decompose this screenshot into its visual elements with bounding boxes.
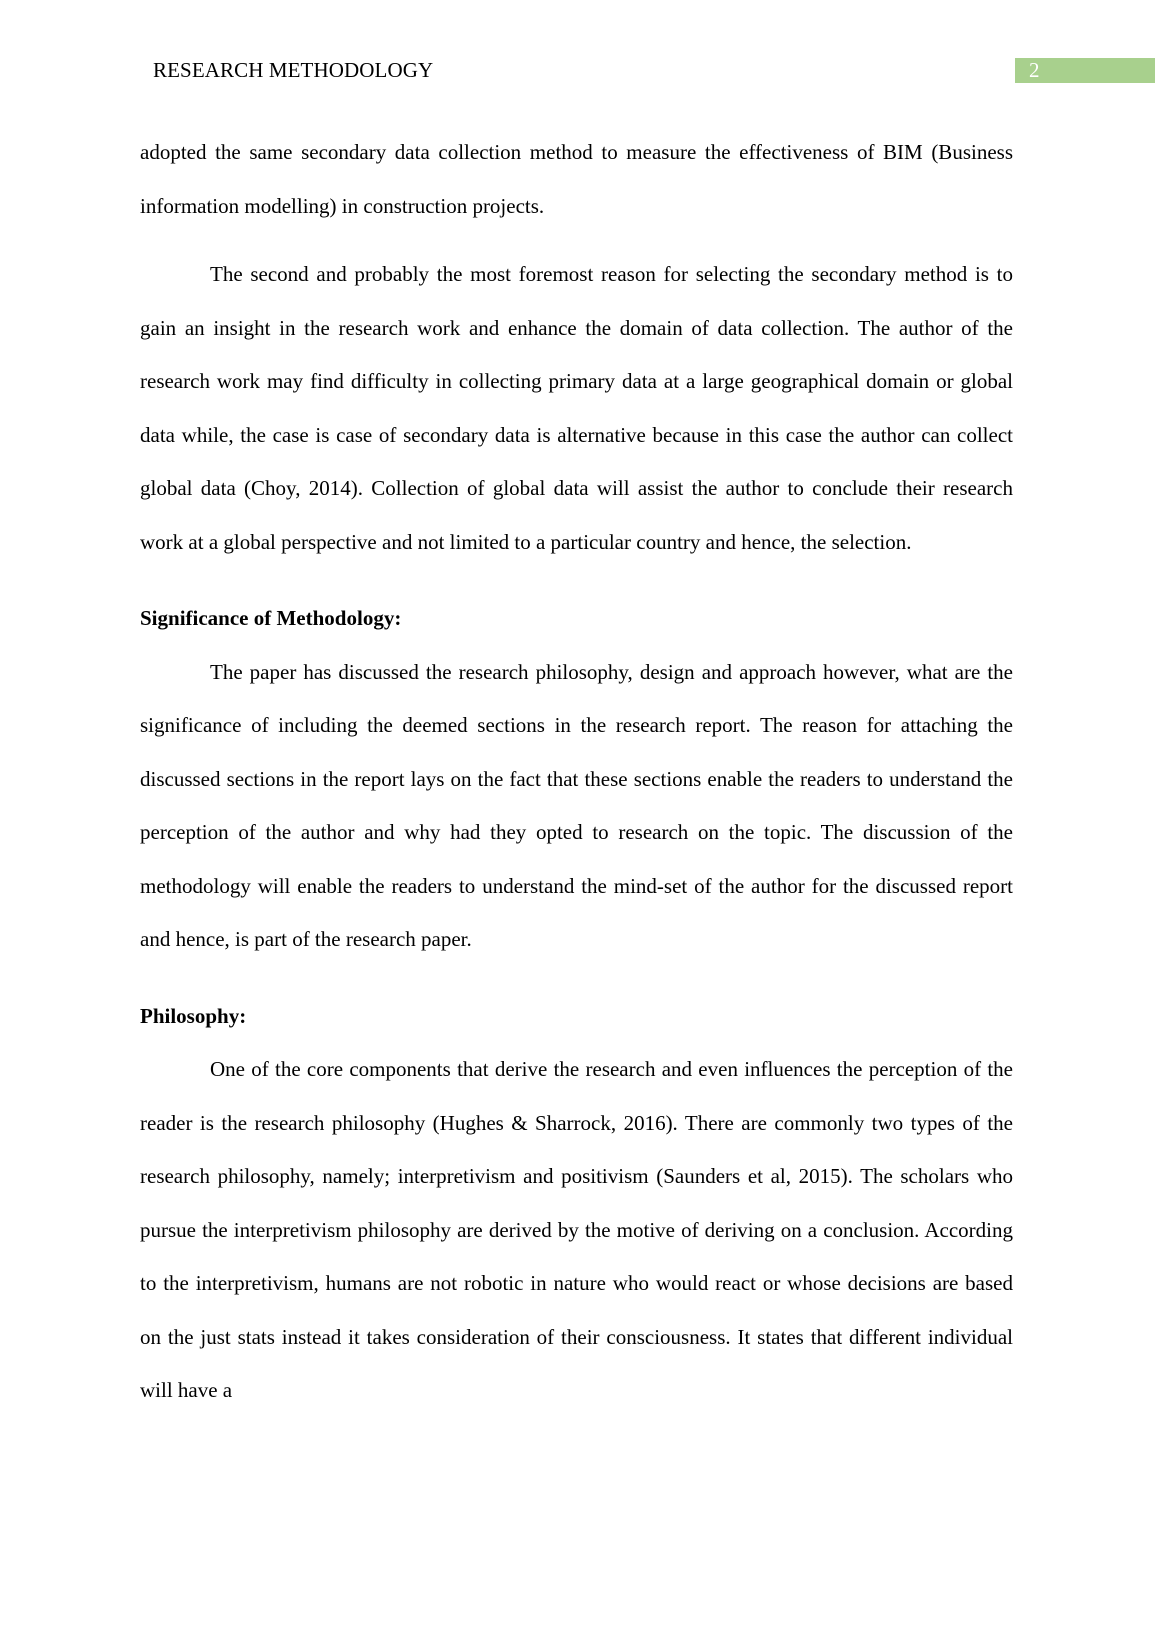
body-text <box>140 126 1013 1418</box>
heading-philosophy: Philosophy: <box>140 1003 247 1028</box>
paragraph-significance: The paper has discussed the research philosophy, design and approach however, what are the significance of including the deemed sections in the research report. The reason for attaching the discussed sections in the report lays on the fact that these sections enable the readers to understand the perception of the author and why had they opted to research on the topic. The discussion of the methodology will enable the readers to understand the mind-set of the author for the discussed report and hence, is part of the research paper. <box>140 659 1013 951</box>
paragraph-continued: adopted the same secondary data collection method to measure the effectiveness of BIM (Business information modelling) in construction projects. <box>140 140 1013 218</box>
heading-significance: Significance of Methodology: <box>140 606 402 630</box>
running-head: RESEARCH METHODOLOGY <box>153 58 434 82</box>
paragraph-second-reason: The second and probably the most foremost reason for selecting the secondary method is to gain an insight in the research work and enhance the domain of data collection. The author of the research work may find difficulty in collecting primary data at a large geographical domain or global data while, the case is case of secondary data is alternative because in this case the author can collect global data (Choy, 2014). Collection of global data will assist the author to conclude their research work at a global perspective and not limited to a particular country and hence, the selection. <box>140 262 1013 554</box>
page-number: 2 <box>1015 58 1155 83</box>
paragraph-philosophy: One of the core components that derive the research and even influences the perception of the reader is the research philosophy (Hughes & Sharrock, 2016). There are commonly two types of the research philosophy, namely; interpretivism and positivism (Saunders et al, 2015). The scholars who pursue the interpretivism philosophy are derived by the motive of deriving on a conclusion. According to the interpretivism, humans are not robotic in nature who would react or whose decisions are based on the just stats instead it takes consideration of their consciousness. It states that different individual will have a <box>140 1057 1013 1402</box>
